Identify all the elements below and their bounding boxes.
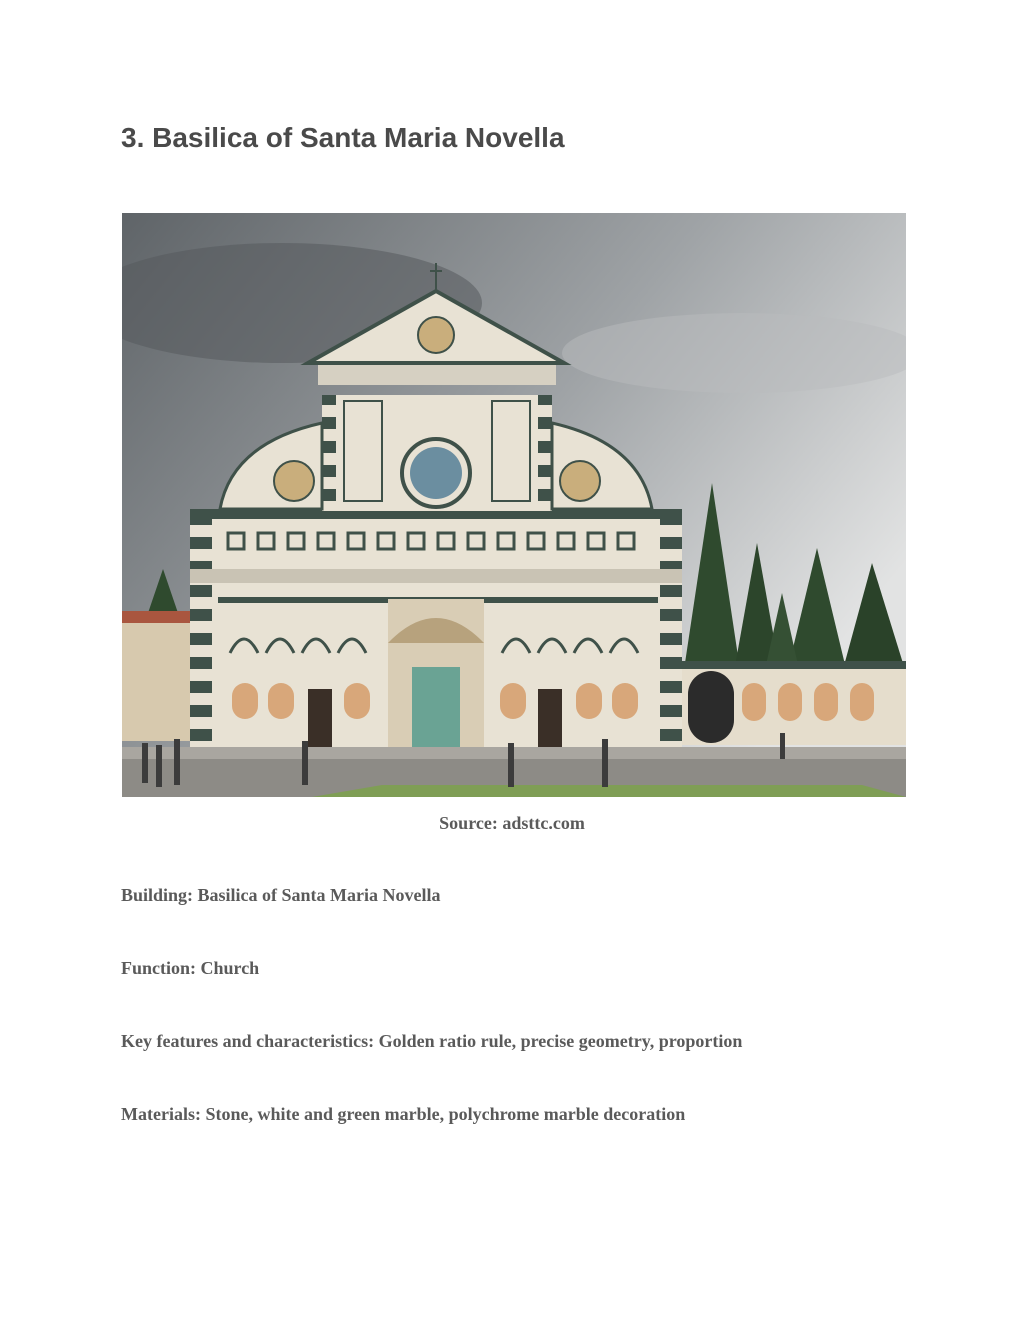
building-field: Building: Basilica of Santa Maria Novella xyxy=(121,885,441,905)
page-title: 3. Basilica of Santa Maria Novella xyxy=(121,122,565,153)
materials-field: Materials: Stone, white and green marble, polychrome marble decoration xyxy=(121,1104,686,1124)
features-field: Key features and characteristics: Golden ratio rule, precise geometry, proportion xyxy=(121,1031,743,1051)
function-field: Function: Church xyxy=(121,958,260,978)
image-caption: Source: adsttc.com xyxy=(439,813,585,833)
basilica-facade-photo xyxy=(122,213,906,797)
